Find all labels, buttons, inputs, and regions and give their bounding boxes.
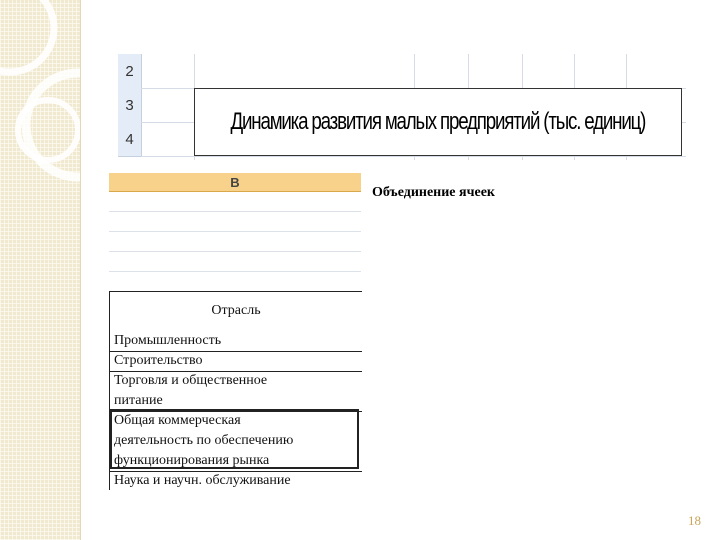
- row-header-3[interactable]: 3: [118, 88, 142, 123]
- grid-line: [141, 156, 686, 157]
- grid-line: [109, 271, 361, 272]
- table-cell-trade-line-1[interactable]: Торговля и общественное: [114, 373, 268, 388]
- row-header-4[interactable]: 4: [118, 122, 142, 157]
- table-cell-science[interactable]: Наука и научн. обслуживание: [114, 473, 291, 488]
- table-cell-trade-line-2[interactable]: питание: [114, 393, 163, 408]
- industry-table: [109, 291, 362, 490]
- merge-cells-caption: Объединение ячеек: [372, 185, 495, 200]
- table-cell-commerce-line-1[interactable]: Общая коммерческая: [114, 413, 241, 428]
- column-header-b[interactable]: B: [109, 173, 361, 192]
- merged-title-cell[interactable]: [194, 88, 682, 156]
- grid-line: [109, 211, 361, 212]
- page-number: 18: [688, 513, 701, 528]
- grid-line: [109, 251, 361, 252]
- table-cell-commerce-line-3[interactable]: функционирования рынка: [114, 453, 270, 468]
- grid-line: [109, 231, 361, 232]
- table-header-cell[interactable]: Отрасль: [211, 303, 261, 318]
- spreadsheet-fragment-table: [109, 173, 361, 490]
- merged-title-text: Динамика развития малых предприятий (тыс. единиц): [230, 108, 646, 135]
- table-cell-industry[interactable]: Промышленность: [114, 333, 222, 348]
- decorative-circles: [0, 0, 80, 540]
- table-border: [110, 291, 362, 292]
- table-cell-construction[interactable]: Строительство: [114, 353, 203, 368]
- spreadsheet-fragment-title: [118, 54, 686, 160]
- row-header-2[interactable]: 2: [118, 54, 142, 89]
- table-cell-commerce-line-2[interactable]: деятельность по обеспечению: [114, 433, 294, 448]
